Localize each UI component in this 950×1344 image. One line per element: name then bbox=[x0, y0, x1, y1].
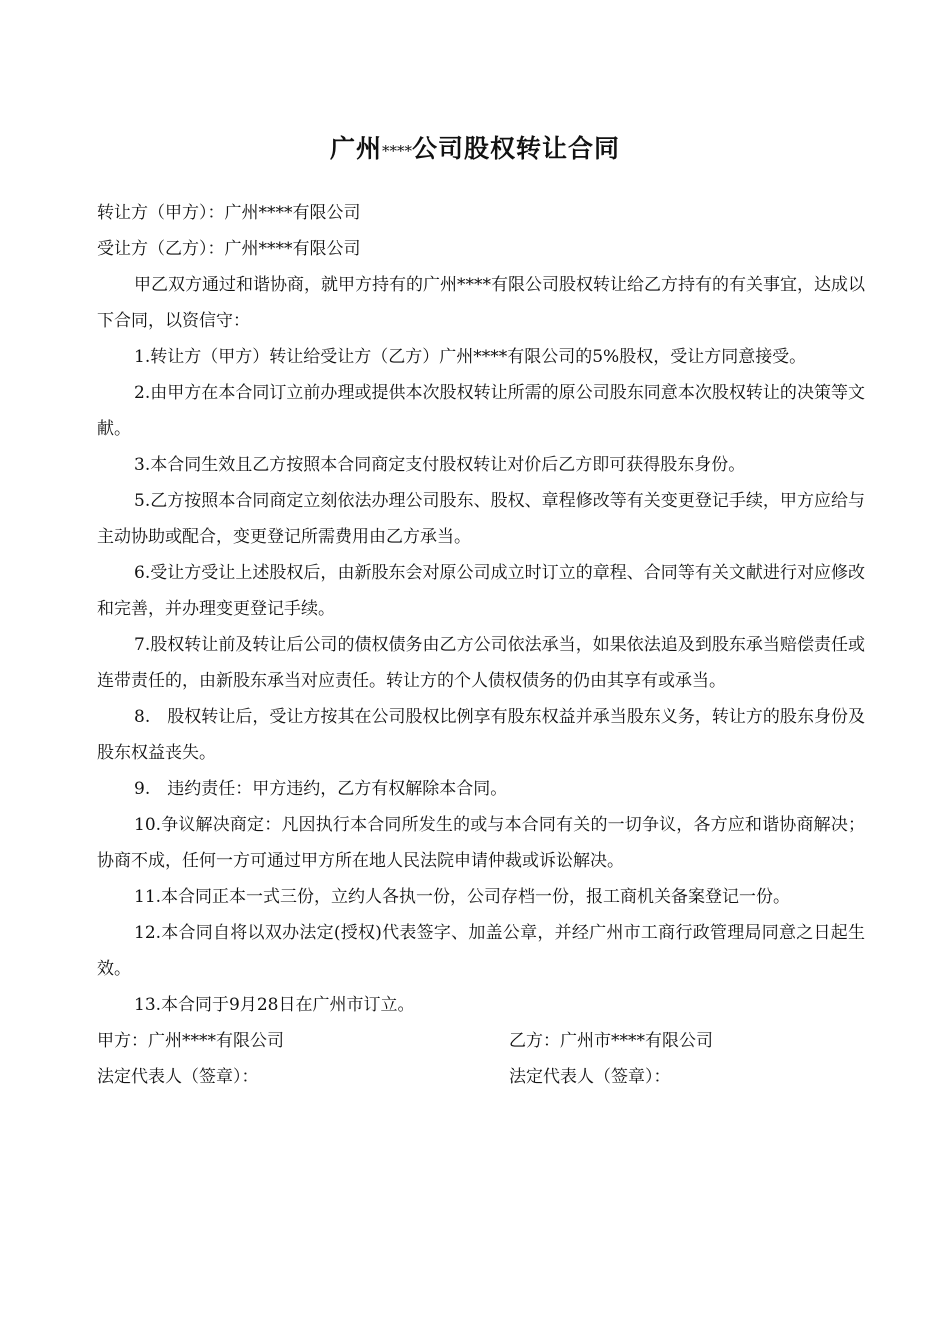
clause-8: 8. 股权转让后，受让方按其在公司股权比例享有股东权益并承当股东义务，转让方的股东身份及股东权益丧失。 bbox=[97, 707, 865, 763]
contract-body bbox=[97, 195, 865, 1095]
signature-party-row bbox=[97, 1023, 865, 1059]
clause-9: 9. 违约责任：甲方违约，乙方有权解除本合同。 bbox=[134, 779, 508, 799]
signature-rep-row bbox=[97, 1059, 865, 1095]
clause-3: 3.本合同生效且乙方按照本合同商定支付股权转让对价后乙方即可获得股东身份。 bbox=[134, 455, 746, 475]
transferee-line: 受让方（乙方）：广州****有限公司 bbox=[97, 239, 361, 259]
transferor-line: 转让方（甲方）：广州****有限公司 bbox=[97, 203, 361, 223]
clause-12: 12.本合同自将以双办法定(授权)代表签字、加盖公章，并经广州市工商行政管理局同意之日起生效。 bbox=[97, 923, 865, 979]
party-b-signature: 乙方：广州市****有限公司 bbox=[509, 1031, 713, 1051]
title-stars: **** bbox=[382, 142, 412, 160]
clause-5: 5.乙方按照本合同商定立刻依法办理公司股东、股权、章程修改等有关变更登记手续，甲方应给与主动协助或配合，变更登记所需费用由乙方承当。 bbox=[97, 491, 865, 547]
title-prefix: 广州 bbox=[329, 134, 382, 163]
clause-7: 7.股权转让前及转让后公司的债权债务由乙方公司依法承当，如果依法追及到股东承当赔偿责任或连带责任的，由新股东承当对应责任。转让方的个人债权债务的仍由其享有或承当。 bbox=[97, 635, 865, 691]
intro-paragraph: 甲乙双方通过和谐协商，就甲方持有的广州****有限公司股权转让给乙方持有的有关事宜，达成以下合同，以资信守： bbox=[97, 275, 865, 331]
party-a-representative: 法定代表人（签章）： bbox=[97, 1067, 259, 1087]
document-title bbox=[0, 131, 950, 169]
clause-2: 2.由甲方在本合同订立前办理或提供本次股权转让所需的原公司股东同意本次股权转让的决策等文献。 bbox=[97, 383, 865, 439]
party-a-signature: 甲方：广州****有限公司 bbox=[97, 1031, 284, 1051]
title-suffix: 公司股权转让合同 bbox=[412, 134, 621, 163]
clause-10: 10.争议解决商定：凡因执行本合同所发生的或与本合同有关的一切争议，各方应和谐协商解决；协商不成，任何一方可通过甲方所在地人民法院申请仲裁或诉讼解决。 bbox=[97, 815, 865, 871]
clause-6: 6.受让方受让上述股权后，由新股东会对原公司成立时订立的章程、合同等有关文献进行对应修改和完善，并办理变更登记手续。 bbox=[97, 563, 865, 619]
clause-1: 1.转让方（甲方）转让给受让方（乙方）广州****有限公司的5%股权，受让方同意接受。 bbox=[134, 347, 807, 367]
party-b-representative: 法定代表人（签章）： bbox=[509, 1067, 671, 1087]
clause-13: 13.本合同于9月28日在广州市订立。 bbox=[134, 995, 415, 1015]
clause-11: 11.本合同正本一式三份，立约人各执一份，公司存档一份，报工商机关备案登记一份。 bbox=[134, 887, 791, 907]
